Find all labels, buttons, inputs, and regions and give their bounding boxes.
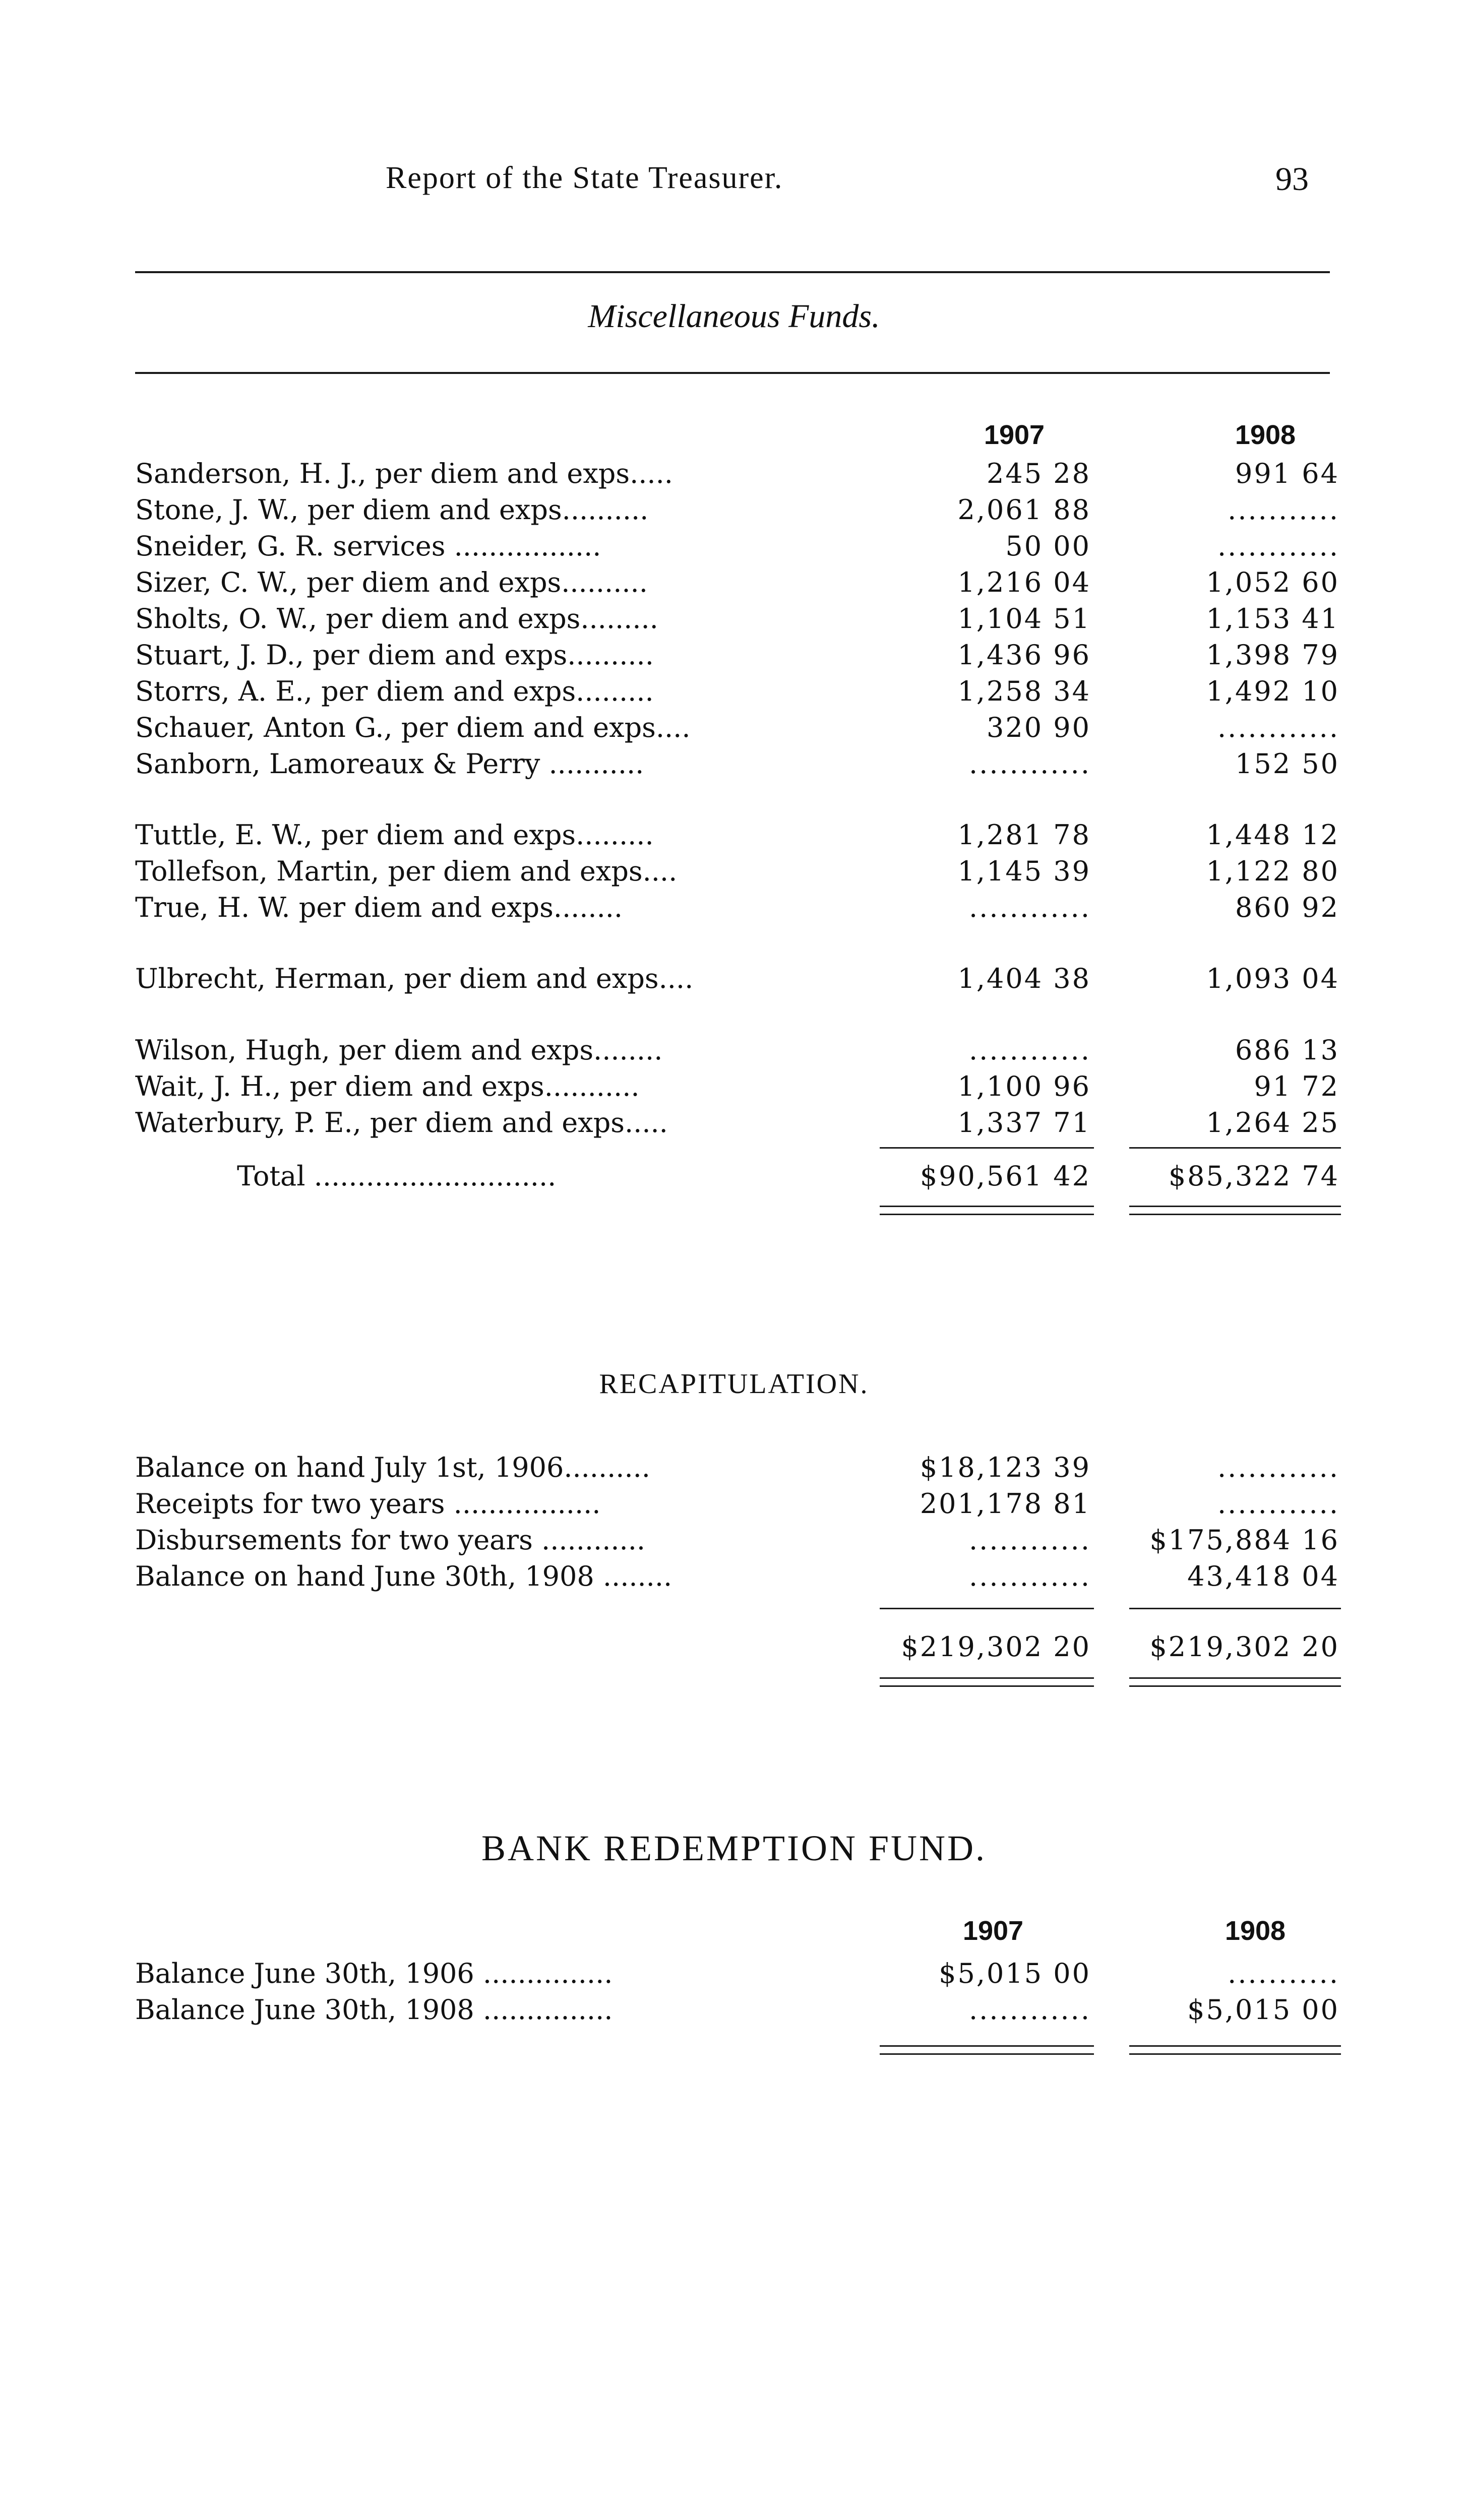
table-row bbox=[0, 1560, 1468, 1597]
table-row bbox=[0, 1994, 1468, 2030]
row-name: Schauer, Anton G., per diem and exps.... bbox=[135, 712, 691, 743]
total-rule-1908-a bbox=[1129, 1206, 1341, 1207]
table-row bbox=[0, 603, 1468, 639]
row-name: Disbursements for two years ............ bbox=[135, 1524, 646, 1556]
row-name: Balance on hand July 1st, 1906.......... bbox=[135, 1452, 650, 1483]
table-row bbox=[0, 819, 1468, 855]
row-1908: ............ bbox=[1217, 712, 1339, 743]
row-1908: 1,264 25 bbox=[1206, 1107, 1339, 1139]
bank-rule-1907-a bbox=[880, 2045, 1094, 2047]
row-1908: ........... bbox=[1228, 1958, 1339, 1989]
row-name: True, H. W. per diem and exps........ bbox=[135, 892, 623, 923]
table-row bbox=[0, 530, 1468, 566]
row-name: Balance June 30th, 1906 ............... bbox=[135, 1958, 613, 1989]
row-1907: 1,281 78 bbox=[957, 819, 1091, 851]
row-1908: ............ bbox=[1217, 1488, 1339, 1520]
row-1907: 1,100 96 bbox=[957, 1070, 1091, 1102]
row-1908: 1,153 41 bbox=[1206, 603, 1339, 635]
total-label: Total ............................ bbox=[237, 1160, 557, 1192]
recap-total-rule-1908-b bbox=[1129, 1685, 1341, 1687]
table-row bbox=[0, 1524, 1468, 1560]
row-1908: 1,492 10 bbox=[1206, 675, 1339, 707]
row-1908: ............ bbox=[1217, 530, 1339, 562]
row-1907: ............ bbox=[969, 1034, 1091, 1066]
row-1907: ............ bbox=[969, 892, 1091, 923]
recap-subtotal-rule-1908 bbox=[1129, 1608, 1341, 1609]
table-row bbox=[0, 566, 1468, 603]
recap-total-rule-1907-a bbox=[880, 1677, 1094, 1679]
row-1907: 1,258 34 bbox=[957, 675, 1091, 707]
table-row bbox=[0, 963, 1468, 999]
row-1908: 860 92 bbox=[1235, 892, 1339, 923]
recap-total-1908: $219,302 20 bbox=[1149, 1631, 1339, 1663]
table-row bbox=[0, 494, 1468, 530]
table-row bbox=[0, 892, 1468, 928]
table-row bbox=[0, 639, 1468, 675]
section-title-misc: Miscellaneous Funds. bbox=[588, 298, 880, 335]
top-rule bbox=[135, 271, 1330, 273]
row-name: Sizer, C. W., per diem and exps.......... bbox=[135, 566, 648, 598]
row-name: Sneider, G. R. services ................. bbox=[135, 530, 601, 562]
row-1907: 1,337 71 bbox=[957, 1107, 1091, 1139]
misc-year-1908: 1908 bbox=[1235, 420, 1296, 450]
row-1907: 1,216 04 bbox=[957, 566, 1091, 598]
row-name: Storrs, A. E., per diem and exps......... bbox=[135, 675, 654, 707]
row-name: Wilson, Hugh, per diem and exps........ bbox=[135, 1034, 663, 1066]
row-1908: ........... bbox=[1228, 494, 1339, 526]
row-1907: 2,061 88 bbox=[957, 494, 1091, 526]
row-1908: 1,052 60 bbox=[1206, 566, 1339, 598]
row-1907: $5,015 00 bbox=[939, 1958, 1091, 1989]
row-1908: $5,015 00 bbox=[1187, 1994, 1339, 2026]
row-1907: 1,104 51 bbox=[957, 603, 1091, 635]
row-name: Balance June 30th, 1908 ............... bbox=[135, 1994, 613, 2026]
row-1907: 1,145 39 bbox=[957, 855, 1091, 887]
section-rule bbox=[135, 372, 1330, 374]
row-1907: 1,404 38 bbox=[957, 963, 1091, 994]
row-1908: 1,093 04 bbox=[1206, 963, 1339, 994]
row-1908: 43,418 04 bbox=[1187, 1560, 1339, 1592]
recap-title: RECAPITULATION. bbox=[599, 1368, 869, 1400]
total-rule-1907-a bbox=[880, 1206, 1094, 1207]
row-name: Balance on hand June 30th, 1908 ........ bbox=[135, 1560, 672, 1592]
bank-rule-1908-b bbox=[1129, 2053, 1341, 2055]
table-row bbox=[0, 458, 1468, 494]
page-number: 93 bbox=[1275, 161, 1309, 198]
total-row bbox=[0, 1160, 1468, 1196]
row-1908: 1,122 80 bbox=[1206, 855, 1339, 887]
bank-year-1907: 1907 bbox=[962, 1916, 1024, 1946]
row-1907: ............ bbox=[969, 1560, 1091, 1592]
table-row bbox=[0, 1488, 1468, 1524]
row-1908: 152 50 bbox=[1235, 748, 1339, 780]
recap-total-rule-1907-b bbox=[880, 1685, 1094, 1687]
table-row bbox=[0, 1958, 1468, 1994]
table-row bbox=[0, 1070, 1468, 1107]
recap-total-1907: $219,302 20 bbox=[901, 1631, 1091, 1663]
row-name: Tollefson, Martin, per diem and exps.... bbox=[135, 855, 678, 887]
subtotal-rule-1907 bbox=[880, 1147, 1094, 1149]
bank-rule-1907-b bbox=[880, 2053, 1094, 2055]
row-1908: $175,884 16 bbox=[1149, 1524, 1339, 1556]
row-1908: 91 72 bbox=[1254, 1070, 1339, 1102]
table-row bbox=[0, 675, 1468, 712]
row-name: Sanderson, H. J., per diem and exps..... bbox=[135, 458, 673, 489]
row-1907: 50 00 bbox=[1005, 530, 1091, 562]
row-1907: 245 28 bbox=[987, 458, 1091, 489]
row-1907: 1,436 96 bbox=[957, 639, 1091, 671]
running-header: Report of the State Treasurer. bbox=[386, 161, 783, 195]
total-row bbox=[0, 1631, 1468, 1667]
row-1907: ............ bbox=[969, 1524, 1091, 1556]
row-1907: $18,123 39 bbox=[920, 1452, 1091, 1483]
total-1907: $90,561 42 bbox=[920, 1160, 1091, 1192]
row-name: Sholts, O. W., per diem and exps......... bbox=[135, 603, 658, 635]
row-1907: ............ bbox=[969, 1994, 1091, 2026]
row-1908: 686 13 bbox=[1235, 1034, 1339, 1066]
recap-total-rule-1908-a bbox=[1129, 1677, 1341, 1679]
row-1908: 1,398 79 bbox=[1206, 639, 1339, 671]
total-rule-1907-b bbox=[880, 1214, 1094, 1215]
bank-rule-1908-a bbox=[1129, 2045, 1341, 2047]
row-1907: ............ bbox=[969, 748, 1091, 780]
row-1908: 991 64 bbox=[1235, 458, 1339, 489]
table-row bbox=[0, 1452, 1468, 1488]
total-rule-1908-b bbox=[1129, 1214, 1341, 1215]
row-name: Waterbury, P. E., per diem and exps..... bbox=[135, 1107, 668, 1139]
table-row bbox=[0, 712, 1468, 748]
total-1908: $85,322 74 bbox=[1168, 1160, 1339, 1192]
subtotal-rule-1908 bbox=[1129, 1147, 1341, 1149]
misc-year-1907: 1907 bbox=[984, 420, 1045, 450]
row-1908: ............ bbox=[1217, 1452, 1339, 1483]
bank-title: BANK REDEMPTION FUND. bbox=[481, 1828, 987, 1868]
recap-subtotal-rule-1907 bbox=[880, 1608, 1094, 1609]
row-name: Wait, J. H., per diem and exps........... bbox=[135, 1070, 640, 1102]
row-1907: 320 90 bbox=[987, 712, 1091, 743]
row-name: Stuart, J. D., per diem and exps.......... bbox=[135, 639, 654, 671]
row-name: Sanborn, Lamoreaux & Perry ........... bbox=[135, 748, 644, 780]
row-name: Stone, J. W., per diem and exps.......... bbox=[135, 494, 649, 526]
table-row bbox=[0, 748, 1468, 784]
row-name: Receipts for two years ................. bbox=[135, 1488, 601, 1520]
table-row bbox=[0, 1107, 1468, 1143]
row-1908: 1,448 12 bbox=[1206, 819, 1339, 851]
row-1907: 201,178 81 bbox=[920, 1488, 1091, 1520]
bank-year-1908: 1908 bbox=[1225, 1916, 1286, 1946]
row-name: Tuttle, E. W., per diem and exps......... bbox=[135, 819, 654, 851]
table-row bbox=[0, 855, 1468, 892]
table-row bbox=[0, 1034, 1468, 1070]
row-name: Ulbrecht, Herman, per diem and exps.... bbox=[135, 963, 694, 994]
